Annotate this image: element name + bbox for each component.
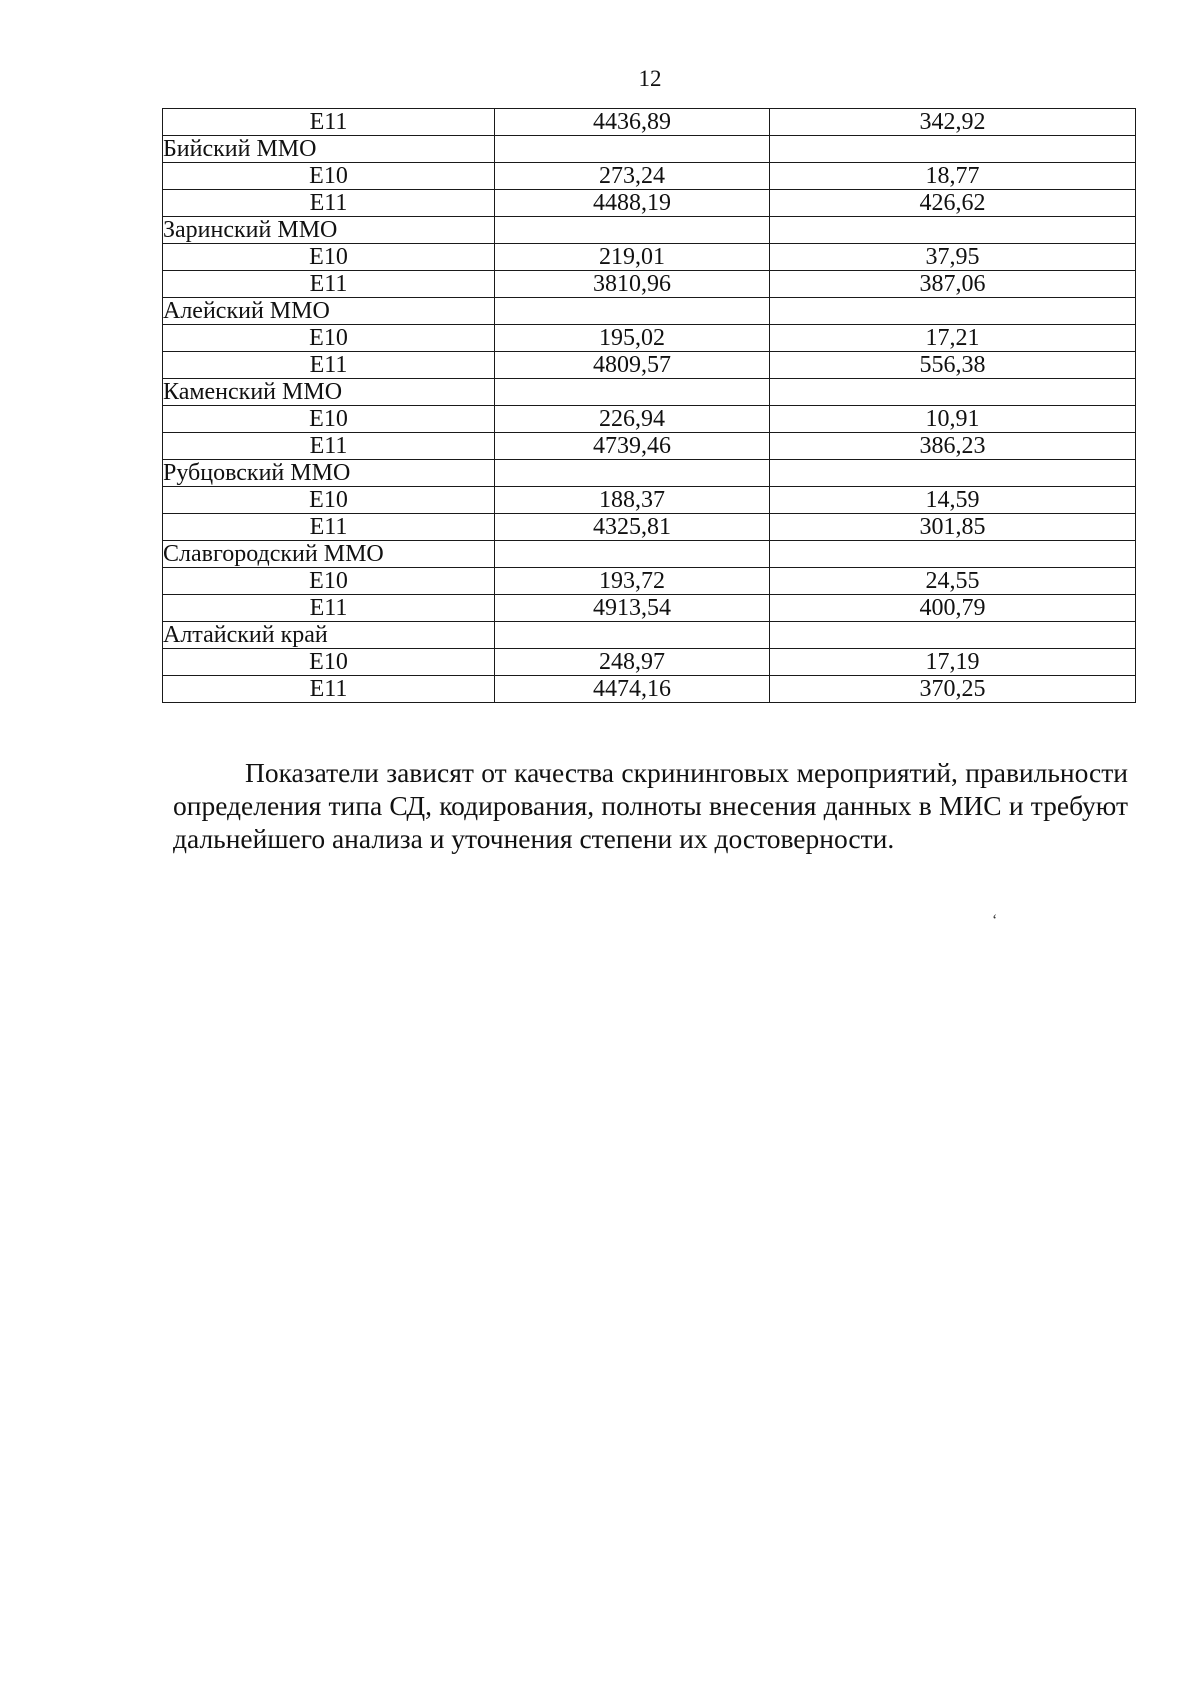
page-number: 12: [638, 66, 662, 91]
table-row: [163, 595, 1136, 622]
value-cell-col2: 273,24: [495, 163, 770, 190]
table-row: [163, 271, 1136, 298]
body-paragraph: Показатели зависят от качества скрининговых мероприятий, правильности определения типа СД, кодирования, полноты внесения данных в МИС и требуют дальнейшего анализа и уточнения степени их достоверности.: [173, 757, 1128, 854]
value-cell-col3: 24,55: [770, 568, 1136, 595]
table-row: [163, 541, 1136, 568]
code-cell: E10: [163, 163, 495, 190]
code-cell: E11: [163, 676, 495, 703]
value-cell-col2: [495, 541, 770, 568]
value-cell-col2: 219,01: [495, 244, 770, 271]
value-cell-col2: 4488,19: [495, 190, 770, 217]
table-row: [163, 163, 1136, 190]
value-cell-col3: [770, 460, 1136, 487]
value-cell-col2: [495, 460, 770, 487]
region-name-cell: Славгородский ММО: [163, 541, 495, 568]
table-row: [163, 244, 1136, 271]
value-cell-col3: [770, 541, 1136, 568]
code-cell: E11: [163, 271, 495, 298]
code-cell: E11: [163, 190, 495, 217]
value-cell-col3: 370,25: [770, 676, 1136, 703]
table-row: [163, 514, 1136, 541]
code-cell: E10: [163, 244, 495, 271]
table-row: [163, 460, 1136, 487]
value-cell-col3: 14,59: [770, 487, 1136, 514]
table-row: [163, 568, 1136, 595]
value-cell-col3: 342,92: [770, 109, 1136, 136]
value-cell-col3: [770, 379, 1136, 406]
code-cell: E11: [163, 514, 495, 541]
region-name-cell: Алтайский край: [163, 622, 495, 649]
value-cell-col3: 400,79: [770, 595, 1136, 622]
value-cell-col2: [495, 379, 770, 406]
value-cell-col2: 4809,57: [495, 352, 770, 379]
code-cell: E11: [163, 352, 495, 379]
table-row: [163, 622, 1136, 649]
value-cell-col2: [495, 622, 770, 649]
code-cell: E11: [163, 595, 495, 622]
value-cell-col3: [770, 622, 1136, 649]
table-row: [163, 676, 1136, 703]
table-row: [163, 298, 1136, 325]
table-row: [163, 217, 1136, 244]
table-row: [163, 433, 1136, 460]
statistics-table: [162, 108, 1136, 703]
table-row: [163, 109, 1136, 136]
table-row: [163, 649, 1136, 676]
value-cell-col2: [495, 136, 770, 163]
value-cell-col2: 188,37: [495, 487, 770, 514]
value-cell-col3: 426,62: [770, 190, 1136, 217]
value-cell-col3: 17,19: [770, 649, 1136, 676]
value-cell-col3: 10,91: [770, 406, 1136, 433]
table-row: [163, 325, 1136, 352]
table-row: [163, 190, 1136, 217]
code-cell: E10: [163, 406, 495, 433]
table-row: [163, 352, 1136, 379]
table-body: [163, 109, 1136, 703]
value-cell-col3: 18,77: [770, 163, 1136, 190]
value-cell-col3: 301,85: [770, 514, 1136, 541]
value-cell-col3: 17,21: [770, 325, 1136, 352]
code-cell: E10: [163, 325, 495, 352]
value-cell-col3: [770, 217, 1136, 244]
value-cell-col2: 4325,81: [495, 514, 770, 541]
region-name-cell: Заринский ММО: [163, 217, 495, 244]
value-cell-col2: 195,02: [495, 325, 770, 352]
value-cell-col3: 556,38: [770, 352, 1136, 379]
table-row: [163, 487, 1136, 514]
value-cell-col2: 248,97: [495, 649, 770, 676]
region-name-cell: Каменский ММО: [163, 379, 495, 406]
region-name-cell: Алейский ММО: [163, 298, 495, 325]
value-cell-col3: 386,23: [770, 433, 1136, 460]
code-cell: E11: [163, 109, 495, 136]
value-cell-col2: 3810,96: [495, 271, 770, 298]
stray-mark: ‘: [992, 912, 998, 929]
value-cell-col3: 387,06: [770, 271, 1136, 298]
value-cell-col2: 4913,54: [495, 595, 770, 622]
code-cell: E11: [163, 433, 495, 460]
value-cell-col3: [770, 298, 1136, 325]
value-cell-col2: [495, 298, 770, 325]
value-cell-col2: [495, 217, 770, 244]
region-name-cell: Бийский ММО: [163, 136, 495, 163]
value-cell-col2: 193,72: [495, 568, 770, 595]
code-cell: E10: [163, 568, 495, 595]
table-row: [163, 379, 1136, 406]
value-cell-col3: [770, 136, 1136, 163]
code-cell: E10: [163, 649, 495, 676]
value-cell-col2: 226,94: [495, 406, 770, 433]
value-cell-col2: 4436,89: [495, 109, 770, 136]
value-cell-col3: 37,95: [770, 244, 1136, 271]
code-cell: E10: [163, 487, 495, 514]
value-cell-col2: 4739,46: [495, 433, 770, 460]
region-name-cell: Рубцовский ММО: [163, 460, 495, 487]
table-row: [163, 136, 1136, 163]
value-cell-col2: 4474,16: [495, 676, 770, 703]
table-row: [163, 406, 1136, 433]
